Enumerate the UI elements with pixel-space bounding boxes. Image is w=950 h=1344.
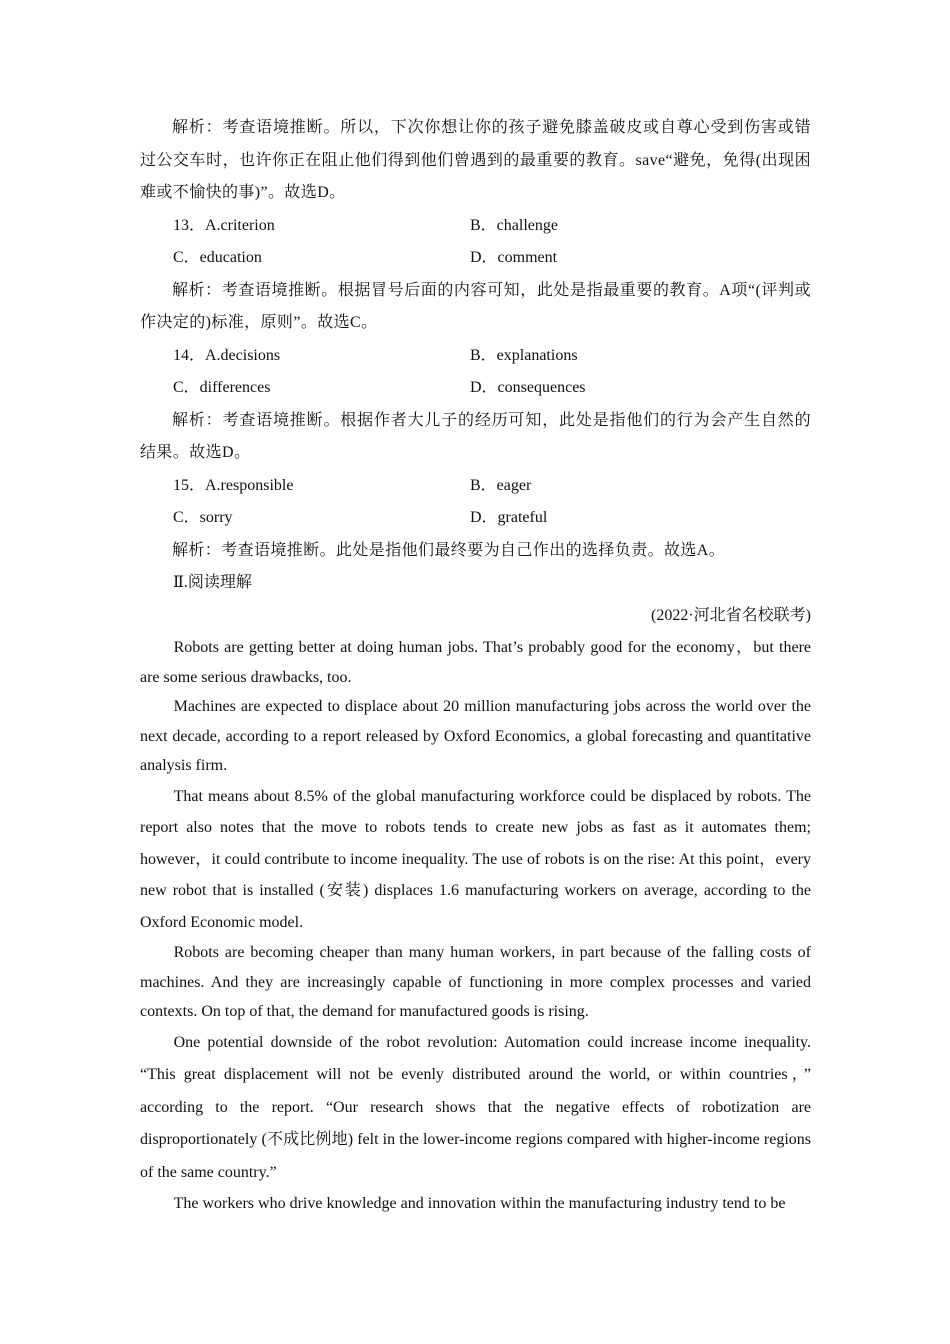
- q15-option-b: B．eager: [470, 476, 532, 494]
- q14-option-c: C．differences: [173, 379, 271, 396]
- passage-paragraph-4: Robots are becoming cheaper than many human workers, in part because of the falling costs of machines. And they are increasingly capable of functioning in more complex processes and varied contexts. On top of that, the demand for manufactured goods is rising.: [140, 944, 811, 1020]
- passage-source: (2022·河北省名校联考): [651, 607, 811, 624]
- q15-options-row-2: [140, 502, 811, 535]
- q15-options-row-1: [140, 470, 811, 503]
- q15-explanation: 解析：考查语境推断。此处是指他们最终要为自己作出的选择负责。故选A。: [172, 541, 726, 559]
- q14-options-row-2: [140, 372, 811, 405]
- passage-paragraph-6: The workers who drive knowledge and innovation within the manufacturing industry tend to be: [173, 1195, 786, 1212]
- passage-paragraph-3: That means about 8.5% of the global manufacturing workforce could be displaced by robots. The report also notes that the move to robots tends to create new jobs as fast as it automates them; however，it could contribute to income inequality. The use of robots is on the rise: At this point，every new robot that is installed (安装) displaces 1.6 manufacturing workers on average, according to the Oxford Economic model.: [140, 787, 811, 931]
- document-page: [140, 112, 811, 1219]
- q15-option-d: D．grateful: [470, 509, 548, 526]
- passage-paragraph-1: Robots are getting better at doing human jobs. That’s probably good for the economy，but there are some serious drawbacks, too.: [140, 639, 811, 686]
- q13-explanation: 解析：考查语境推断。根据冒号后面的内容可知，此处是指最重要的教育。A项“(评判或作决定的)标准，原则”。故选C。: [140, 281, 811, 331]
- q15-option-c: C．sorry: [173, 509, 233, 526]
- q13-options-row-1: [140, 210, 811, 243]
- section-title: Ⅱ.阅读理解: [173, 574, 252, 591]
- q14-option-b: B．explanations: [470, 346, 578, 364]
- q13-option-a: 13．A.criterion: [173, 216, 275, 234]
- q14-option-a: 14．A.decisions: [173, 346, 281, 364]
- q13-option-b: B．challenge: [470, 216, 558, 234]
- q13-options-row-2: [140, 242, 811, 275]
- q13-option-d: D．comment: [470, 249, 558, 266]
- q13-option-c: C．education: [173, 249, 262, 266]
- passage-paragraph-5: One potential downside of the robot revolution: Automation could increase income inequality. “This great displacement will not be evenly distributed around the world, or within countries，” according to the report. “Our research shows that the negative effects of robotization are disproportionately (不成比例地) felt in the lower-income regions compared with higher-income regions of the same country.”: [140, 1033, 811, 1181]
- q14-options-row-1: [140, 340, 811, 373]
- q12-explanation: 解析：考查语境推断。所以，下次你想让你的孩子避免膝盖破皮或自尊心受到伤害或错过公交车时，也许你正在阻止他们得到他们曾遇到的最重要的教育。save“避免，免得(出现困难或不愉快的事)”。故选D。: [140, 119, 811, 201]
- q15-option-a: 15．A.responsible: [173, 476, 294, 494]
- q14-option-d: D．consequences: [470, 379, 586, 396]
- passage-paragraph-2: Machines are expected to displace about 20 million manufacturing jobs across the world over the next decade, according to a report released by Oxford Economics, a global forecasting and quantitative analysis firm.: [140, 698, 811, 774]
- q14-explanation: 解析：考查语境推断。根据作者大儿子的经历可知，此处是指他们的行为会产生自然的结果。故选D。: [140, 411, 811, 461]
